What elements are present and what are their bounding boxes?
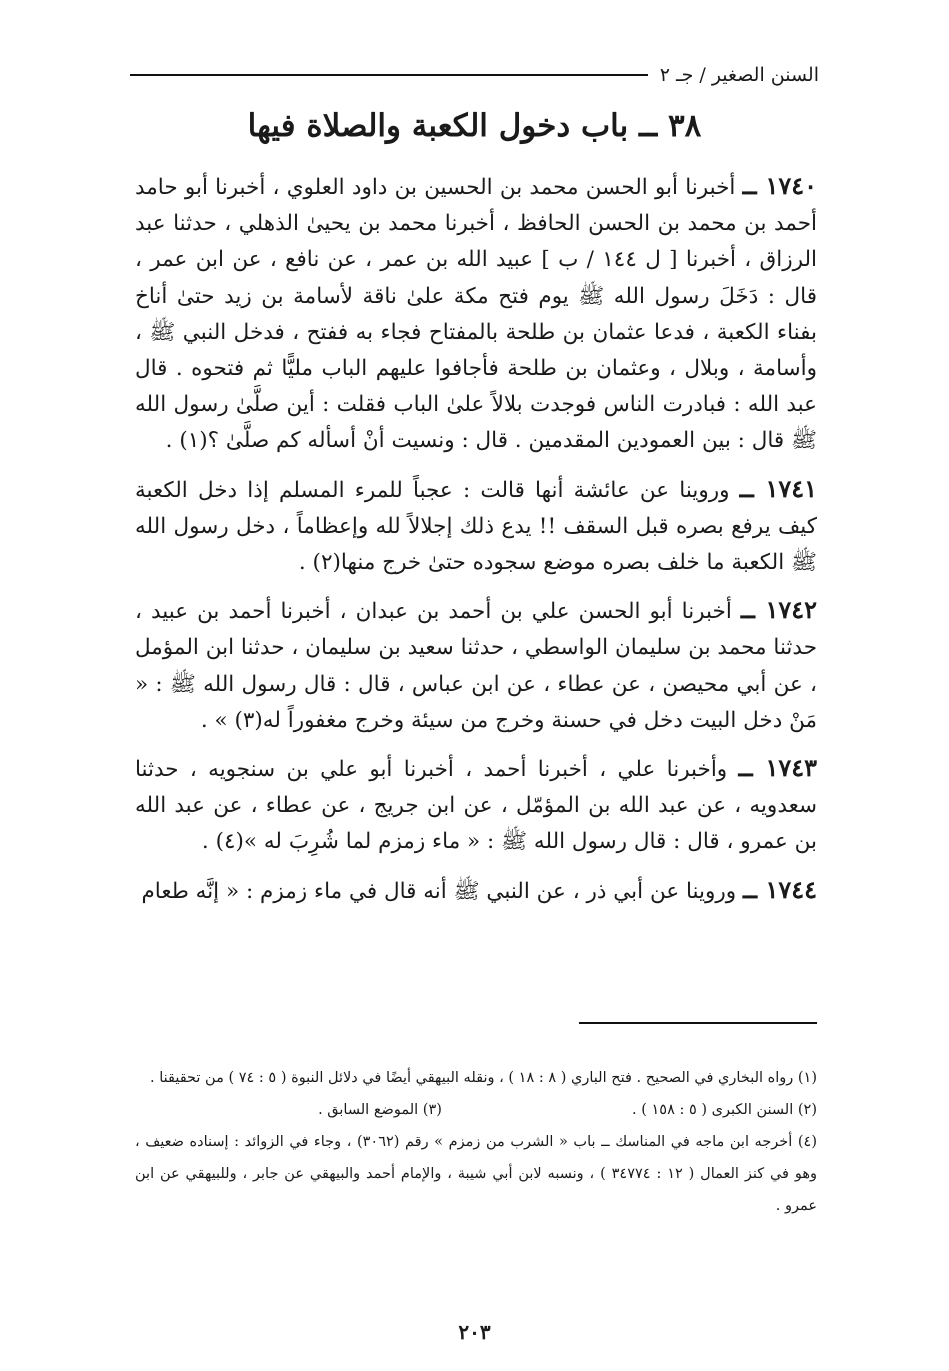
hadith-number: ١٧٤٣ ــ <box>738 753 817 783</box>
hadith-number: ١٧٤٤ ــ <box>743 874 817 904</box>
footnote-separator <box>579 1022 817 1024</box>
footnote-3: (٣) الموضع السابق . <box>318 1102 442 1118</box>
footnote-2: (٢) السنن الكبرى ( ٥ : ١٥٨ ) . <box>632 1102 817 1118</box>
footnote-row <box>135 1094 817 1126</box>
footnote-4: (٤) أخرجه ابن ماجه في المناسك ــ باب « الشرب من زمزم » رقم (٣٠٦٢) ، وجاء في الزوائد : إسناده ضعيف ، وهو في كنز العمال ( ١٢ : ٣٤٧٧٤ ) ، ونسبه لابن أبي شيبة ، والإمام أحمد والبيهقي عن جابر ، وللبيهقي عن ابن عمرو . <box>135 1134 817 1214</box>
hadith-text: وروينا عن أبي ذر ، عن النبي ﷺ أنه قال في ماء زمزم : « إنَّه طعام <box>141 878 737 904</box>
hadith-1740 <box>135 168 817 460</box>
hadith-number: ١٧٤٠ ــ <box>742 171 817 200</box>
page-number: ٢٠٣ <box>458 1320 491 1344</box>
hadith-text: أخبرنا أبو الحسن محمد بن الحسين بن داود العلوي ، أخبرنا أبو حامد أحمد بن محمد بن الحسن الحافظ ، أخبرنا محمد بن يحيىٰ الذهلي ، حدثنا عبد الرزاق ، أخبرنا [ ل ١٤٤ / ب ] عبيد الله بن عمر ، عن نافع ، عن ابن عمر ، قال : دَخَلَ رسول الله ﷺ يوم فتح مكة علىٰ ناقة لأسامة بن زيد حتىٰ أناخ بفناء الكعبة ، فدعا عثمان بن طلحة بالمفتاح فجاء به ففتح ، فدخل النبي ﷺ ، وأسامة ، وبلال ، وعثمان بن طلحة فأجافوا عليهم الباب مليًّا ثم فتحوه . قال عبد الله : فبادرت الناس فوجدت بلالاً علىٰ الباب فقلت : أين صلَّىٰ رسول الله ﷺ قال : بين العمودين المقدمين . قال : ونسيت أنْ أسأله كم صلَّىٰ ؟(١) . <box>135 175 817 454</box>
hadith-text: وروينا عن عائشة أنها قالت : عجباً للمرء المسلم إذا دخل الكعبة كيف يرفع بصره قبل السقف !! يدع ذلك إجلالاً لله وإعظاماً ، دخل رسول الله ﷺ الكعبة ما خلف بصره موضع سجوده حتىٰ خرج منها(٢) . <box>135 477 817 576</box>
running-head-title: السنن الصغير / جـ ٢ <box>659 64 819 86</box>
hadith-number: ١٧٤١ ــ <box>739 473 817 503</box>
hadith-1743 <box>135 750 817 861</box>
hadith-number: ١٧٤٢ ــ <box>740 595 817 625</box>
hadith-text: وأخبرنا علي ، أخبرنا أحمد ، أخبرنا أبو علي بن سنجويه ، حدثنا سعدويه ، عن عبد الله بن المؤمّل ، عن ابن جريج ، عن عطاء ، عن عبد الله بن عمرو ، قال : قال رسول الله ﷺ : « ماء زمزم لما شُرِبَ له »(٤) . <box>135 757 817 855</box>
hadith-body <box>135 168 817 921</box>
hadith-1741 <box>135 471 817 582</box>
running-head <box>130 60 819 90</box>
footnotes <box>135 1062 817 1222</box>
running-head-rule <box>130 74 648 76</box>
hadith-1744 <box>135 872 817 910</box>
chapter-title: ٣٨ ــ باب دخول الكعبة والصلاة فيها <box>247 108 702 144</box>
hadith-1742 <box>135 592 817 739</box>
hadith-text: أخبرنا أبو الحسن علي بن أحمد بن عبدان ، أخبرنا أحمد بن عبيد ، حدثنا محمد بن سليمان الواسطي ، حدثنا سعيد بن سليمان ، حدثنا ابن المؤمل ، عن أبي محيصن ، عن عطاء ، عن ابن عباس ، قال : قال رسول الله ﷺ : « مَنْ دخل البيت دخل في حسنة وخرج من سيئة وخرج مغفوراً له(٣) » . <box>135 599 817 733</box>
footnote-1: (١) رواه البخاري في الصحيح . فتح الباري ( ٨ : ١٨ ) ، ونقله البيهقي أيضًا في دلائل النبوة ( ٥ : ٧٤ ) من تحقيقنا . <box>149 1070 817 1086</box>
